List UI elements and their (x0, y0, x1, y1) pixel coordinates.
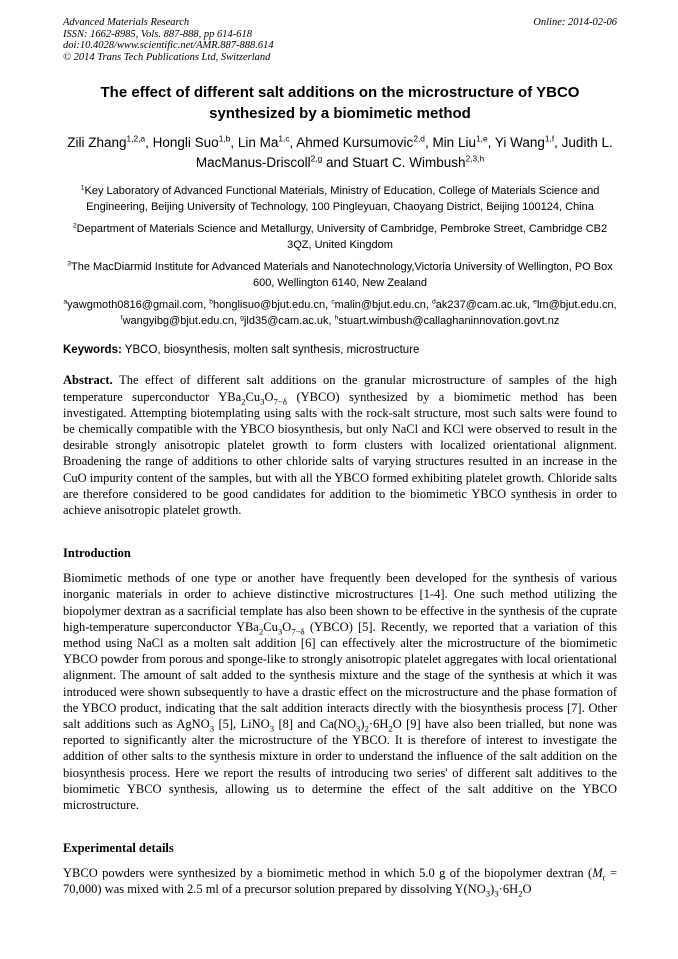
affiliation-1: $^1$Key Laboratory of Advanced Functional Materials, Ministry of Education, College of Materials Science and Engineering, Beijing University of Technology, 100 Pingleyuan, Chaoyang District, Beijing 100124, China (80, 184, 600, 213)
abstract-label: Abstract. (63, 373, 113, 388)
journal-doi-line: doi:10.4028/www.scientific.net/AMR.887-888.614 (63, 40, 274, 52)
affiliation-2: $^2$Department of Materials Science and Metallurgy, University of Cambridge, Pembroke Street, Cambridge CB2 3QZ, United Kingdom (72, 222, 608, 251)
section-body-introduction: Biomimetic methods of one type or another have frequently been developed for the synthesis of various inorganic materials in order to achieve distinctive microstructures [1-4]. One such method utilizing the biopolymer dextran as a sacrificial template has also been shown to be effective in the synthesis of the cuprate high-temperature superconductor $YBa_2Cu_3O_{7-\delta}$ (YBCO) [5]. Recently, we reported that a variation of this method using NaCl as a molten salt addition [6] can effectively alter the microstructure of the biomimetic YBCO powder from porous and sponge-like to strongly anisotropic platelet aggregates with local orientational alignment. The amount of salt added to the synthesis mixture and the stage of the synthesis at which it was introduced were shown subsequently to have a drastic effect on the microstructure and the phase formation of the YBCO product, indicating that the salt addition interacts directly with the biosynthesis process [7]. Other salt additions such as AgNO$_3$ [5], LiNO$_3$ [8] and $Ca(NO_3)_2\cdot 6H_2O$ [9] have also been trialled, but none was reported to significantly alter the microstructure of the YBCO. It is therefore of interest to investigate the addition of other salts to the synthesis mixture in order to understand the influence of the salt addition on the biosynthesis process. Here we report the results of introducing two series' of different salt additives to the biomimetic YBCO synthesis, allowing us to determine the effect of the salt additive on the YBCO microstructure. (63, 571, 617, 813)
affiliation-3: $^3$The MacDiarmid Institute for Advanced Materials and Nanotechnology,Victoria University of Wellington, PO Box 600, Wellington 6140, New Zealand (67, 260, 613, 289)
journal-meta (63, 17, 274, 63)
keywords-line (63, 343, 617, 358)
abstract-text: The effect of different salt additions on the granular microstructure of samples of the high temperature superconductor $YBa_2Cu_3O_{7-\delta}$ (YBCO) synthesized by a biomimetic method has been investigated. Attempting biotemplating using salts with the rock-salt structure, most such salts were found to be chemically compatible with the YBCO biosynthesis, but only NaCl and KCl were observed to result in the desirable strongly anisotropic platelet growth to form clusters with localized orientational alignment. Broadening the range of additions to other chloride salts of varying structures resulted in an increase in the CuO impurity content of the samples, but with all the YBCO formed exhibiting platelet growth. Chloride salts are therefore considered to be good candidates for addition to the biomimetic YBCO synthesis in order to achieve anisotropic platelet growth. (63, 373, 617, 517)
section-heading-introduction: Introduction (63, 546, 131, 561)
authors-line: Zili Zhang$^{1,2,a}$, Hongli Suo$^{1,b}$, Lin Ma$^{1,c}$, Ahmed Kursumovic$^{2,d}$, Min Liu$^{1,e}$, Yi Wang$^{1,f}$, Judith L. MacManus-Driscoll$^{2,g}$ and Stuart C. Wimbush$^{2,3,h}$ (67, 133, 613, 171)
journal-copyright-line: © 2014 Trans Tech Publications Ltd, Switzerland (63, 51, 271, 63)
keywords-label: Keywords: (63, 344, 122, 357)
journal-header (63, 17, 617, 63)
keywords-list: YBCO, biosynthesis, molten salt synthesis, microstructure (124, 344, 420, 357)
author-emails: $^a$yawgmoth0816@gmail.com, $^b$honglisuo@bjut.edu.cn, $^c$malin@bjut.edu.cn, $^d$ak237@cam.ac.uk, $^e$lm@bjut.edu.cn, $^f$wangyibg@bjut.edu.cn, $^g$jld35@cam.ac.uk, $^h$stuart.wimbush@callaghaninnovation.govt.nz (63, 298, 617, 327)
journal-issn-line: ISSN: 1662-8985, Vols. 887-888, pp 614-618 (63, 28, 252, 40)
journal-name: Advanced Materials Research (63, 17, 190, 28)
paper-title: The effect of different salt additions on the microstructure of YBCO synthesized by a biomimetic method (100, 84, 580, 123)
section-body-experimental-details: YBCO powders were synthesized by a biomimetic method in which 5.0 g of the biopolymer dextran $(M_r = 70,000)$ was mixed with 2.5 ml of a precursor solution prepared by dissolving $Y(NO_3)_3\cdot 6H_2O$ (63, 866, 617, 899)
section-heading-experimental-details: Experimental details (63, 841, 174, 856)
abstract-paragraph (63, 372, 617, 518)
online-date: Online: 2014-02-06 (533, 17, 617, 28)
